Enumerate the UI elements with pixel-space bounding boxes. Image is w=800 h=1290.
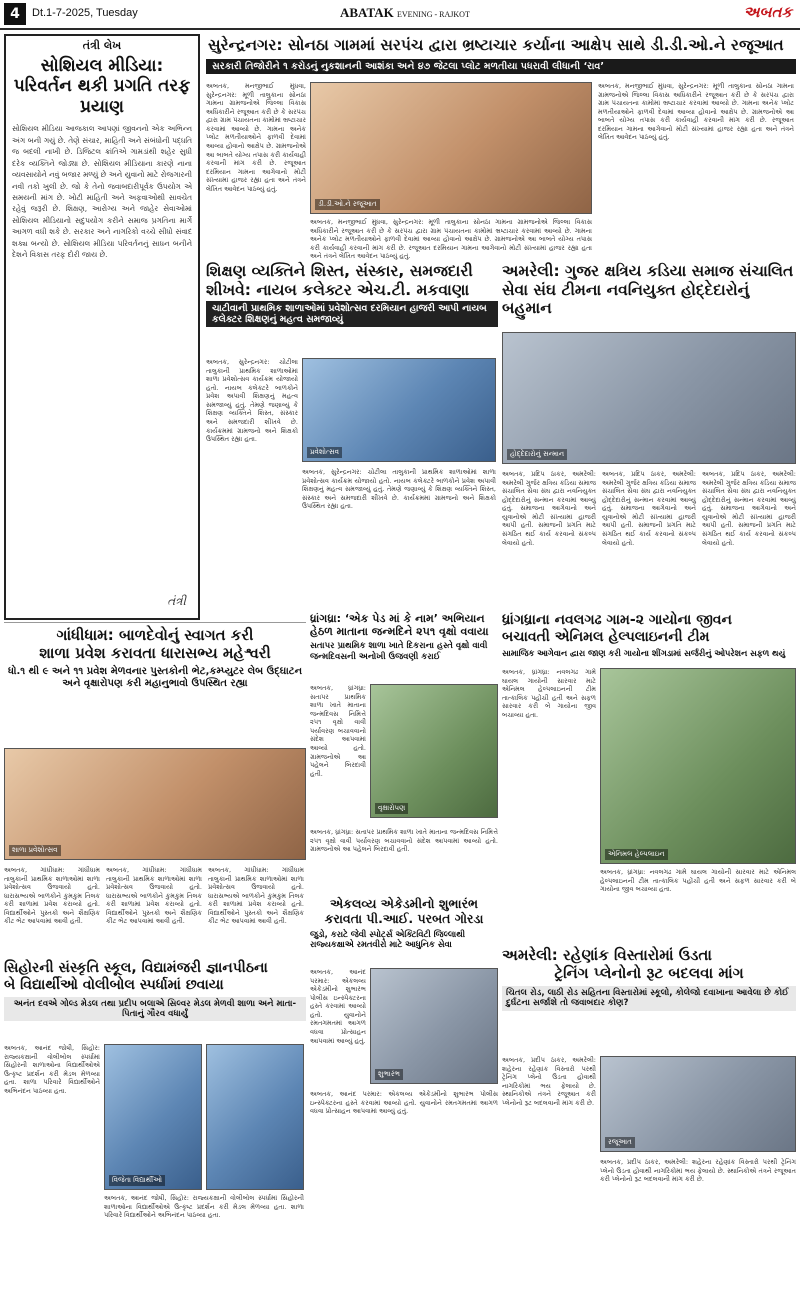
planes-headline-2: ટ્રેનિંગ પ્લેનોનો રૂટ બદલવા માંગ [554,964,744,982]
editorial-kicker: તંત્રી લેખ [82,39,122,52]
tree-body-bottom: અબતક, ધ્રાંગધ્રા: સતાપર પ્રાથમિક શાળા ખાતે માતાના જન્મદિવસ નિમિત્તે ૨૫૧ વૃક્ષો વાવી પર્યાવરણ બચાવવાનો સંદેશ આપવામાં આવ્યો હતો. ગ્રામજનોએ આ પહેલને બિરદાવી હતી. [310,828,498,854]
sihor-headline-2: બે વિદ્યાર્થીઓ વોલીબોલ સ્પર્ધામાં છવાયા [4,976,224,993]
photo-caption: એનિમલ હેલ્પલાઇન [605,849,668,860]
tree-subhead: સતાપર પ્રાથમિક શાળા ખાતે દિકરાના હસ્તે વૃક્ષો વાવી જન્મદિવસની અનોખી ઉજવણી કરાઈ [310,641,488,662]
planes-photo [600,1056,796,1152]
top-story-subhead: સરકારી તિજોરીને ૧ કરોડનું નુકશાનની આશંકા અને ૪૭ જેટલા પ્લોટ મળતીયા પધરાવી લીધાની ‘રાવ’ [206,59,796,74]
gandhidham-headline-1: ગાંધીધામ: બાળદેવોનું સ્વાગત કરી [56,626,254,644]
cow-headline-1: ધ્રાંગધ્રાના નવલગઢ ગામ-૨ ગાયોના જીવન [502,612,732,628]
photo-caption: શાળા પ્રવેશોત્સવ [9,845,61,856]
cow-body-bottom: અબતક, ધ્રાંગધ્રા: નવલગઢ ગામે ઘાયલ ગાયોની સારવાર માટે એનિમલ હેલ્પલાઇનની ટીમ તાત્કાલિક પહોંચી હતી અને સફળ સારવાર કરી બે ગાયોના જીવ બચાવ્યા હતા. [600,868,796,894]
amreli-kadia-body-1: અબતક, પ્રદિપ ઠાકર, અમરેલી: અમરેલી ગુર્જર ક્ષત્રિય કડિયા સમાજ સંચાલિત સેવા સંઘ દ્વારા નવનિયુક્ત હોદ્દેદારોનું સન્માન કરવામાં આવ્યું હતું. સમાજના આગેવાનો અને યુવાનોએ મોટી સંખ્યામાં હાજરી આપી હતી. સમાજની પ્રગતિ માટે સંગઠિત થઈ કાર્ય કરવાનો સંકલ્પ લેવાયો હતો. [502,470,596,547]
photo-caption: હોદ્દેદારોનું સન્માન [507,449,567,460]
education-story [206,262,498,607]
cow-subhead: સામાજિક આગેવાન દ્વારા જાણ કરી ગાયોના શીંગડામાં સર્જરીનું ઓપરેશન સફળ થયું [502,647,786,658]
education-headline-2: શીખવે: નાયબ કલેક્ટર એચ.ટી. મકવાણા [206,280,470,299]
top-story-body-mid: અબતક, મનજીભાઈ મુંધવા, સુરેન્દ્રનગર: મૂળી તાલુકાના સોનઠા ગામના ગ્રામજનોએ જિલ્લા વિકાસ અધિકારીને રજૂઆત કરી છે કે સરપંચ દ્વારા ગ્રામ પંચાયતના કામોમાં ભ્રષ્ટાચાર કરવામાં આવ્યો છે. ગામના અનેક પ્લોટ મળતીયાઓને ફાળવી દેવામાં આવ્યા હોવાનો આક્ષેપ છે. ગ્રામજનોએ આ બાબતે યોગ્ય તપાસ કરી કાર્યવાહી કરવાની માંગ કરી છે. રજૂઆત દરમિયાન ગામના આગેવાનો મોટી સંખ્યામાં હાજર રહ્યા હતા અને તંત્રને લેખિત આવેદન પાઠવ્યું હતું. [310,218,592,261]
sihor-headline-1: સિહોરની સંસ્કૃતિ સ્કૂલ, વિદ્યામંજરી જ્ઞાનપીઠના [4,960,268,976]
academy-story [310,896,498,1286]
top-story [206,34,796,261]
academy-subhead: જુડો, કરાટે જેવી સ્પોર્ટ્સ એક્ટિવિટી જિલ્લાથી રાજ્યકક્ષાએ રમતવીરો માટે આધુનિક સેવા [310,929,466,950]
amreli-kadia-story [502,262,796,607]
education-subhead: ચાટીવાની પ્રાથમિક શાળાઓમાં પ્રવેશોત્સવ દરમિયાન હાજરી આપી નાયબ કલેક્ટર શિક્ષણનું મહત્વ સમજાવ્યું [206,301,498,327]
education-body-left: અબતક, સુરેન્દ્રનગર: ચોટીલા તાલુકાની પ્રાથમિક શાળાઓમાં શાળા પ્રવેશોત્સવ કાર્યક્રમ યોજાયો હતો. નાયબ કલેક્ટરે બાળકોને પ્રવેશ અપાવી શિક્ષણનું મહત્વ સમજાવ્યું હતું. તેમણે જણાવ્યું કે શિક્ષણ વ્યક્તિને શિસ્ત, સંસ્કાર અને સમજદારી શીખવે છે. કાર્યક્રમમાં ગ્રામજનો અને શિક્ષકો ઉપસ્થિત રહ્યા હતા. [206,358,298,444]
academy-body-bottom: અબતક, આનંદ પરમાર: એકલવ્ય એકેડમીનો શુભારંભ પોલીસ ઇન્સ્પેક્ટરના હસ્તે કરવામાં આવ્યો હતો. યુવાનોને રમતગમતમાં આગળ વધવા પ્રોત્સાહન આપવામાં આવ્યું હતું. [310,1090,498,1116]
gandhidham-body-3: અબતક, ગાંધીધામ: ગાંધીધામ તાલુકાની પ્રાથમિક શાળાઓમાં શાળા પ્રવેશોત્સવ ઉજવાયો હતો. ધારાસભ્યએ બાળકોને કુમકુમ તિલક કરી શાળામાં પ્રવેશ કરાવ્યો હતો. વિદ્યાર્થીઓને પુસ્તકો અને શૈક્ષણિક કીટ ભેટ આપવામાં આવી હતી. [208,866,304,926]
sihor-story [4,960,306,1286]
tree-body-left: અબતક, ધ્રાંગધ્રા: સતાપર પ્રાથમિક શાળા ખાતે માતાના જન્મદિવસ નિમિત્તે ૨૫૧ વૃક્ષો વાવી પર્યાવરણ બચાવવાનો સંદેશ આપવામાં આવ્યો હતો. ગ્રામજનોએ આ પહેલને બિરદાવી હતી. [310,684,366,778]
cow-story [502,612,796,942]
planes-story [502,946,796,1286]
gandhidham-subhead: ધો.૧ થી ૯ અને ૧૧ પ્રવેશ મેળવનાર પુસ્તકોની ભેટ,કમ્પ્યુટર લેબ ઉદ્ઘાટન અને વૃક્ષારોપણ કરી મહાનુભાવો ઉપસ્થિત રહ્યા [7,666,303,689]
paper-title: ABATAK [340,5,394,20]
education-body-bottom: અબતક, સુરેન્દ્રનગર: ચોટીલા તાલુકાની પ્રાથમિક શાળાઓમાં શાળા પ્રવેશોત્સવ કાર્યક્રમ યોજાયો હતો. નાયબ કલેક્ટરે બાળકોને પ્રવેશ અપાવી શિક્ષણનું મહત્વ સમજાવ્યું હતું. તેમણે જણાવ્યું કે શિક્ષણ વ્યક્તિને શિસ્ત, સંસ્કાર અને સમજદારી શીખવે છે. કાર્યક્રમમાં ગ્રામજનો અને શિક્ષકો ઉપસ્થિત રહ્યા હતા. [302,468,496,511]
gandhidham-body-2: અબતક, ગાંધીધામ: ગાંધીધામ તાલુકાની પ્રાથમિક શાળાઓમાં શાળા પ્રવેશોત્સવ ઉજવાયો હતો. ધારાસભ્યએ બાળકોને કુમકુમ તિલક કરી શાળામાં પ્રવેશ કરાવ્યો હતો. વિદ્યાર્થીઓને પુસ્તકો અને શૈક્ષણિક કીટ ભેટ આપવામાં આવી હતી. [106,866,202,926]
cow-body-left: અબતક, ધ્રાંગધ્રા: નવલગઢ ગામે ઘાયલ ગાયોની સારવાર માટે એનિમલ હેલ્પલાઇનની ટીમ તાત્કાલિક પહોંચી હતી અને સફળ સારવાર કરી બે ગાયોના જીવ બચાવ્યા હતા. [502,668,596,719]
photo-caption: શુભારંભ [375,1069,403,1080]
tree-photo [370,684,498,818]
academy-headline-1: એકલવ્ય એકેડમીનો શુભારંભ [329,896,479,911]
sihor-subhead: અનંત દવએ ગોલ્ડ મેડલ તથા પ્રદીપ બલાએ સિલ્વર મેડલ મેળવી શાળા અને માતા-પિતાનું ગૌરવ વધાર્યું [4,997,306,1021]
education-headline-1: શિક્ષણ વ્યક્તિને શિસ્ત, સંસ્કાર, સમજદારી [206,262,473,280]
editorial-signature: તંત્રી [167,594,186,609]
sihor-body-left: અબતક, આનંદ જોષી, સિહોર: રાજ્યકક્ષાની વોલીબોલ સ્પર્ધામાં સિહોરની શાળાઓના વિદ્યાર્થીઓએ ઉત્કૃષ્ટ પ્રદર્શન કરી મેડલ મેળવ્યા હતા. શાળા પરિવારે વિદ્યાર્થીઓને અભિનંદન પાઠવ્યા હતા. [4,1044,100,1095]
paper-edition: EVENING - RAJKOT [396,10,470,19]
gandhidham-body-1: અબતક, ગાંધીધામ: ગાંધીધામ તાલુકાની પ્રાથમિક શાળાઓમાં શાળા પ્રવેશોત્સવ ઉજવાયો હતો. ધારાસભ્યએ બાળકોને કુમકુમ તિલક કરી શાળામાં પ્રવેશ કરાવ્યો હતો. વિદ્યાર્થીઓને પુસ્તકો અને શૈક્ષણિક કીટ ભેટ આપવામાં આવી હતી. [4,866,100,926]
photo-caption: વૃક્ષારોપણ [375,803,408,814]
issue-date: Dt.1-7-2025, Tuesday [32,7,138,19]
sihor-photo-1 [104,1044,202,1190]
academy-photo [370,968,498,1084]
divider [4,622,306,623]
academy-headline-2: કરાવતા પી.આઈ. પરબત ગોરડા [324,911,484,926]
top-story-headline: સુરેન્દ્રનગર: સોનઠા ગામમાં સરપંચ દ્વારા ભ્રષ્ટાચાર કર્યાના આક્ષેપ સાથે ડી.ડી.ઓ.ને રજૂઆત [208,36,784,54]
tree-headline-2: હેઠળ માતાના જન્મદિને ૨૫૧ વૃક્ષો વવાયા [310,625,489,639]
tree-headline-1: ધ્રાંગધ્રા: ‘એક પેડ માં કે નામ’ અભિયાન [310,612,485,625]
tree-story [310,612,498,892]
planes-headline-1: અમરેલી: રહેણાંક વિસ્તારોમાં ઉડતા [502,946,712,964]
cow-headline-2: બચાવતી એનિમલ હેલ્પલાઇનની ટીમ [502,628,710,645]
top-story-body-left: અબતક, મનજીભાઈ મુંધવા, સુરેન્દ્રનગર: મૂળી તાલુકાના સોનઠા ગામના ગ્રામજનોએ જિલ્લા વિકાસ અધિકારીને રજૂઆત કરી છે કે સરપંચ દ્વારા ગ્રામ પંચાયતના કામોમાં ભ્રષ્ટાચાર કરવામાં આવ્યો છે. ગામના અનેક પ્લોટ મળતીયાઓને ફાળવી દેવામાં આવ્યા હોવાનો આક્ષેપ છે. ગ્રામજનોએ આ બાબતે યોગ્ય તપાસ કરી કાર્યવાહી કરવાની માંગ કરી છે. રજૂઆત દરમિયાન ગામના આગેવાનો મોટી સંખ્યામાં હાજર રહ્યા હતા અને તંત્રને લેખિત આવેદન પાઠવ્યું હતું. [206,82,306,193]
paper-logo: અબતક [743,3,792,21]
amreli-kadia-photo [502,332,796,464]
masthead [0,0,800,30]
amreli-kadia-body-3: અબતક, પ્રદિપ ઠાકર, અમરેલી: અમરેલી ગુર્જર ક્ષત્રિય કડિયા સમાજ સંચાલિત સેવા સંઘ દ્વારા નવનિયુક્ત હોદ્દેદારોનું સન્માન કરવામાં આવ્યું હતું. સમાજના આગેવાનો અને યુવાનોએ મોટી સંખ્યામાં હાજરી આપી હતી. સમાજની પ્રગતિ માટે સંગઠિત થઈ કાર્ય કરવાનો સંકલ્પ લેવાયો હતો. [702,470,796,547]
sihor-photo-2 [206,1044,304,1190]
top-story-photo [310,82,592,214]
editorial-column [4,34,200,620]
photo-caption: ડી.ડી.ઓ.ને રજૂઆત [315,199,380,210]
photo-caption: વિજેતા વિદ્યાર્થીઓ [109,1175,165,1186]
top-story-body-right: અબતક, મનજીભાઈ મુંધવા, સુરેન્દ્રનગર: મૂળી તાલુકાના સોનઠા ગામના ગ્રામજનોએ જિલ્લા વિકાસ અધિકારીને રજૂઆત કરી છે કે સરપંચ દ્વારા ગ્રામ પંચાયતના કામોમાં ભ્રષ્ટાચાર કરવામાં આવ્યો છે. ગામના અનેક પ્લોટ મળતીયાઓને ફાળવી દેવામાં આવ્યા હોવાનો આક્ષેપ છે. ગ્રામજનોએ આ બાબતે યોગ્ય તપાસ કરી કાર્યવાહી કરવાની માંગ કરી છે. રજૂઆત દરમિયાન ગામના આગેવાનો મોટી સંખ્યામાં હાજર રહ્યા હતા અને તંત્રને લેખિત આવેદન પાઠવ્યું હતું. [598,82,794,142]
photo-caption: પ્રવેશોત્સવ [307,447,342,458]
planes-subhead: ચિતલ રોડ, લાઠી રોડ સહિતના વિસ્તારોમાં સ્કૂલો, કોલેજો દવાખાના આવેલા છે કોઈ દુર્ઘટના સર્જાશે તો જવાબદાર કોણ? [502,986,796,1011]
photo-caption: રજૂઆત [605,1137,635,1148]
sihor-body-bottom: અબતક, આનંદ જોષી, સિહોર: રાજ્યકક્ષાની વોલીબોલ સ્પર્ધામાં સિહોરની શાળાઓના વિદ્યાર્થીઓએ ઉત્કૃષ્ટ પ્રદર્શન કરી મેડલ મેળવ્યા હતા. શાળા પરિવારે વિદ્યાર્થીઓને અભિનંદન પાઠવ્યા હતા. [104,1194,304,1220]
editorial-body: સોશિયલ મીડિયા આજકાલ આપણાં જીવનનો એક અભિન્ન અંગ બની ગયું છે. તેણે સંચાર, માહિતી અને સંબંધોની પદ્ધતિ જ બદલી નાખી છે. ડિજિટલ ક્રાંતિએ ગામડાંથી શહેર સુધી દરેક વ્યક્તિને જોડ્યા છે. સોશિયલ મીડિયાના કારણે નાના વ્યવસાયોને નવું બજાર મળ્યું છે અને યુવાનો માટે રોજગારની નવી તકો ખુલી છે. જો કે તેનો જવાબદારીપૂર્વક ઉપયોગ એ સમયની માંગ છે. ખોટી માહિતી અને અફવાઓથી સાવચેત રહેવું જરૂરી છે. શિક્ષણ, આરોગ્ય અને જાહેર સેવાઓમાં સોશિયલ મીડિયાનો સદુપયોગ કરીને સમાજ પ્રગતિના માર્ગે આગળ વધી શકે છે. સરકાર અને નાગરિકો વચ્ચે સીધો સંવાદ શક્ય બન્યો છે. સોશિયલ મીડિયા પરિવર્તનનું સાધન બનીને દેશને વિકાસ તરફ દોરી જાય છે. [12,124,192,260]
editorial-title: સોશિયલ મીડિયા: પરિવર્તન થકી પ્રગતિ તરફ પ્રયાણ [13,56,191,117]
gandhidham-story [4,626,306,956]
gandhidham-photo [4,748,306,860]
paper-name [340,5,470,21]
gandhidham-headline-2: શાળા પ્રવેશ કરાવતા ધારાસભ્ય મહેશ્વરી [39,644,271,662]
academy-body-left: અબતક, આનંદ પરમાર: એકલવ્ય એકેડમીનો શુભારંભ પોલીસ ઇન્સ્પેક્ટરના હસ્તે કરવામાં આવ્યો હતો. યુવાનોને રમતગમતમાં આગળ વધવા પ્રોત્સાહન આપવામાં આવ્યું હતું. [310,968,366,1045]
amreli-kadia-body-2: અબતક, પ્રદિપ ઠાકર, અમરેલી: અમરેલી ગુર્જર ક્ષત્રિય કડિયા સમાજ સંચાલિત સેવા સંઘ દ્વારા નવનિયુક્ત હોદ્દેદારોનું સન્માન કરવામાં આવ્યું હતું. સમાજના આગેવાનો અને યુવાનોએ મોટી સંખ્યામાં હાજરી આપી હતી. સમાજની પ્રગતિ માટે સંગઠિત થઈ કાર્ય કરવાનો સંકલ્પ લેવાયો હતો. [602,470,696,547]
planes-body-left: અબતક, પ્રદીપ ઠાકર, અમરેલી: શહેરના રહેણાંક વિસ્તારો પરથી ટ્રેનિંગ પ્લેનો ઉડતા હોવાથી નાગરિકોમાં ભય ફેલાયો છે. સ્થાનિકોએ તંત્રને રજૂઆત કરી પ્લેનોનો રૂટ બદલવાની માંગ કરી છે. [502,1056,596,1107]
page-number: 4 [4,3,26,25]
cow-photo [600,668,796,864]
planes-body-bottom: અબતક, પ્રદીપ ઠાકર, અમરેલી: શહેરના રહેણાંક વિસ્તારો પરથી ટ્રેનિંગ પ્લેનો ઉડતા હોવાથી નાગરિકોમાં ભય ફેલાયો છે. સ્થાનિકોએ તંત્રને રજૂઆત કરી પ્લેનોનો રૂટ બદલવાની માંગ કરી છે. [600,1158,796,1184]
amreli-kadia-headline: અમરેલી: ગુજર ક્ષત્રિય કડિયા સમાજ સંચાલિત સેવા સંઘ ટીમના નવનિયુક્ત હોદ્દેદારોનું બહુમાન [502,262,794,318]
education-photo [302,358,496,462]
